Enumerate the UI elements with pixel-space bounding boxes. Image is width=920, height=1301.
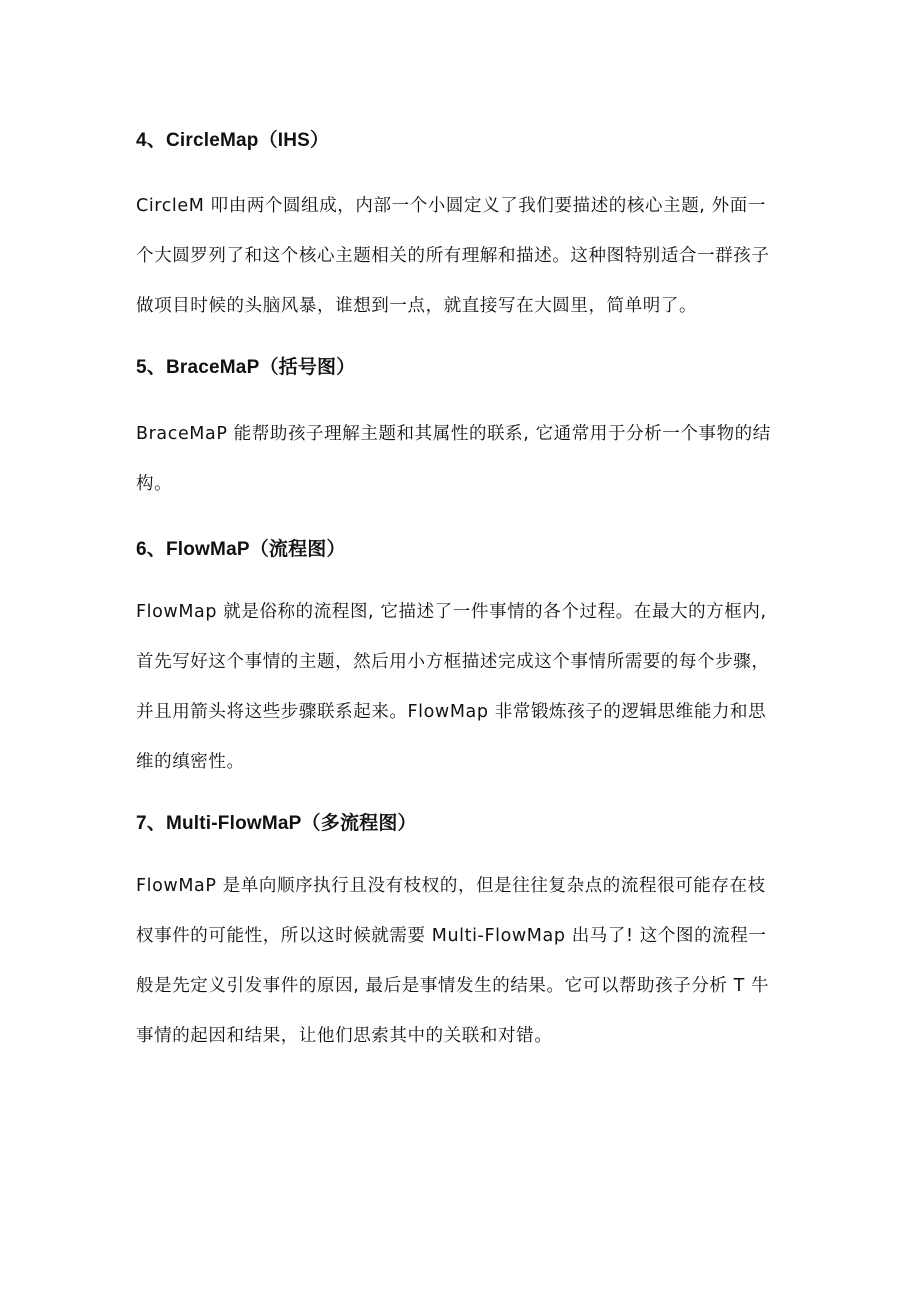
paragraph-line: 事情的起因和结果，让他们思索其中的关联和对错。: [136, 1026, 553, 1046]
paragraph-line: 并且用箭头将这些步骤联系起来。FlowMap 非常锻炼孩子的逻辑思维能力和思: [136, 702, 767, 722]
paragraph-line: 构。: [136, 474, 173, 494]
section-heading-flowmap: 6、FlowMaP（流程图）: [136, 539, 346, 560]
paragraph-line: 做项目时候的头脑风暴，谁想到一点，就直接写在大圆里，简单明了。: [136, 296, 698, 316]
paragraph-line: CircleM 叩由两个圆组成，内部一个小圆定义了我们要描述的核心主题, 外面一: [136, 196, 766, 216]
paragraph-line: FlowMap 就是俗称的流程图, 它描述了一件事情的各个过程。在最大的方框内,: [136, 602, 767, 622]
section-body-multi-flowmap: [136, 868, 796, 1068]
paragraph-line: BraceMaP 能帮助孩子理解主题和其属性的联系, 它通常用于分析一个事物的结: [136, 424, 771, 444]
paragraph-line: FlowMaP 是单向顺序执行且没有枝杈的，但是往往复杂点的流程很可能存在枝: [136, 876, 766, 896]
section-heading-bracemap: 5、BraceMaP（括号图）: [136, 357, 356, 378]
section-body-bracemap: [136, 416, 796, 516]
section-body-flowmap: [136, 594, 796, 794]
section-body-circlemap: [136, 188, 796, 338]
section-heading-multi-flowmap: 7、Multi-FlowMaP（多流程图）: [136, 813, 417, 834]
paragraph-line: 维的缜密性。: [136, 752, 245, 772]
section-heading-circlemap: 4、CircleMap（IHS）: [136, 130, 330, 151]
paragraph-line: 般是先定义引发事件的原因, 最后是事情发生的结果。它可以帮助孩子分析 T 牛: [136, 976, 770, 996]
paragraph-line: 首先写好这个事情的主题，然后用小方框描述完成这个事情所需要的每个步骤，: [136, 652, 770, 672]
paragraph-line: 个大圆罗列了和这个核心主题相关的所有理解和描述。这种图特别适合一群孩子: [136, 246, 770, 266]
paragraph-line: 杈事件的可能性，所以这时候就需要 Multi-FlowMap 出马了! 这个图的流程一: [136, 926, 767, 946]
